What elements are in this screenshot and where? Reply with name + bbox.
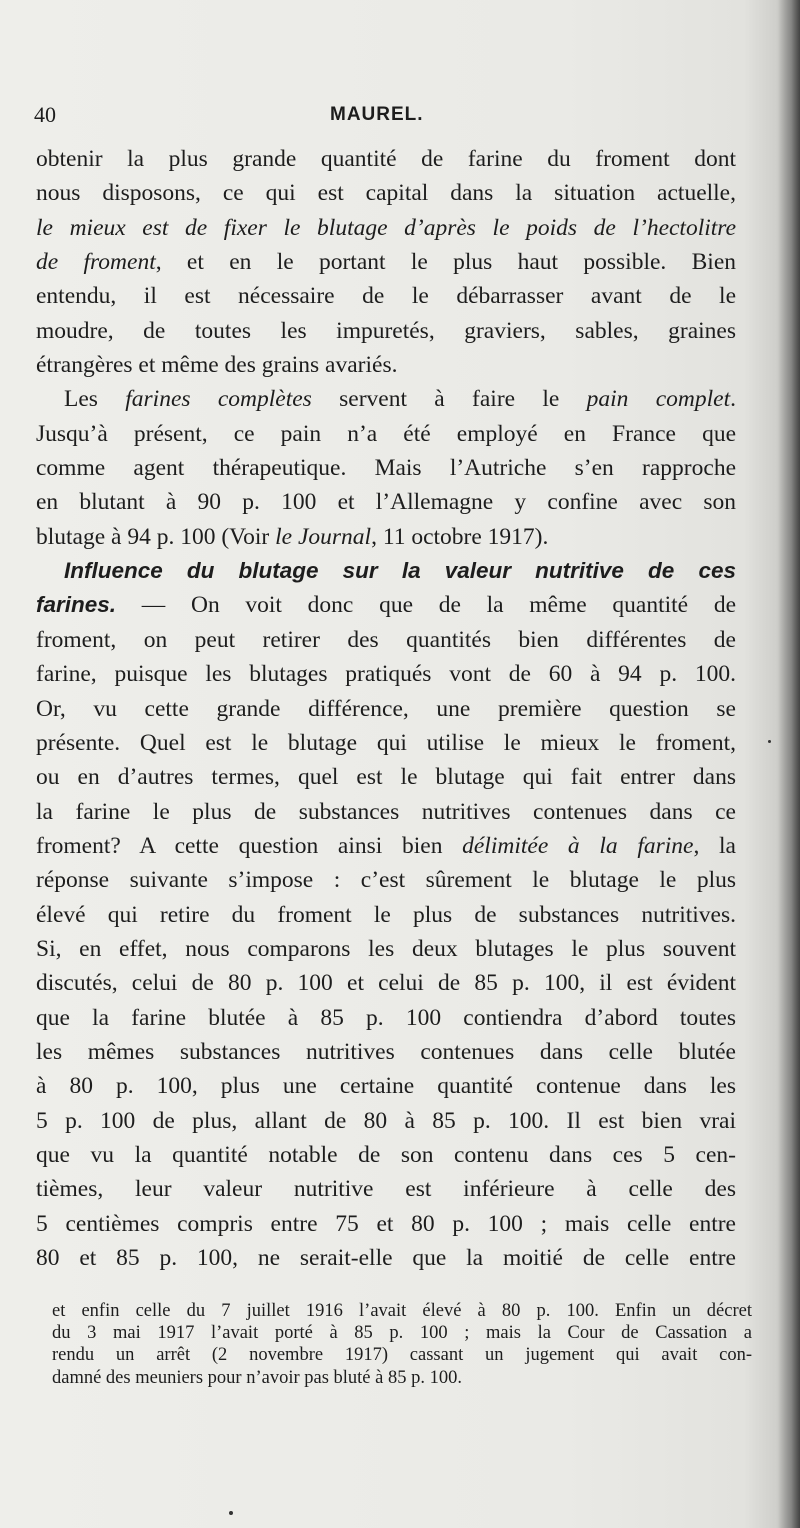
text-line: 80 et 85 p. 100, ne serait-elle que la moitié de celle entre [36, 1245, 736, 1271]
section-heading-run: farines. [36, 592, 117, 618]
text-run: , la [693, 832, 736, 859]
text-line [36, 245, 736, 279]
print-speck [768, 740, 771, 743]
text-run: — On voit donc que de la même quantité de [116, 592, 736, 619]
text-line: discutés, celui de 80 p. 100 et celui de 85 p. 100, il est évident [36, 970, 736, 997]
text-line: élevé qui retire du froment le plus de substances nutritives. [36, 901, 736, 928]
page-header [34, 100, 734, 130]
text-line: 5 centièmes compris entre 75 et 80 p. 100 ; mais celle entre [36, 1210, 736, 1237]
italic-run: de froment [36, 249, 156, 276]
print-speck [229, 1511, 233, 1515]
footnote-line: et enfin celle du 7 juillet 1916 l’avait élevé à 80 p. 100. Enfin un décret [52, 1301, 752, 1321]
text-line: moudre, de toutes les impuretés, graviers, sables, graines [36, 317, 736, 344]
footnote-line: rendu un arrêt (2 novembre 1917) cassant un jugement qui avait con- [52, 1345, 752, 1366]
text-line [36, 211, 736, 245]
italic-run: farines complètes [125, 386, 312, 413]
text-line: que vu la quantité notable de son contenu dans ces 5 cen- [36, 1141, 736, 1168]
text-line: tièmes, leur valeur nutritive est inférieure à celle des [36, 1176, 736, 1203]
text-line: présente. Quel est le blutage qui utilise le mieux le froment, [36, 729, 736, 756]
text-line: réponse suivante s’impose : c’est sûrement le blutage le plus [36, 867, 736, 894]
text-line: la farine le plus de substances nutritives contenues dans ce [36, 798, 736, 825]
italic-run: pain complet [586, 386, 731, 413]
footnote-line: damné des meuniers pour n’avoir pas bluté à 85 p. 100. [52, 1367, 462, 1388]
text-run: , et en le portant le plus haut possible. Bien [155, 249, 736, 276]
footnote-block [52, 1300, 752, 1389]
text-line [36, 829, 736, 863]
text-run: . [730, 386, 737, 413]
text-line [36, 382, 736, 416]
text-line [36, 554, 736, 588]
italic-run: le Journal [275, 523, 372, 550]
text-line: 5 p. 100 de plus, allant de 80 à 85 p. 100. Il est bien vrai [36, 1107, 736, 1134]
text-run: servent à faire le [311, 386, 587, 413]
text-line: étrangères et même des grains avariés. [36, 352, 398, 379]
text-line: entendu, il est nécessaire de le débarrasser avant de le [36, 283, 736, 310]
text-line [36, 520, 736, 554]
text-run: , 11 octobre 1917). [371, 523, 549, 550]
text-line: Or, vu cette grande différence, une première question se [36, 695, 736, 722]
section-heading-run: Influence du blutage sur la valeur nutritive de ces [64, 558, 736, 584]
text-line: en blutant à 90 p. 100 et l’Allemagne y confine avec son [36, 489, 736, 516]
footnote-line: du 3 mai 1917 l’avait porté à 85 p. 100 ; mais la Cour de Cassation a [52, 1323, 752, 1344]
page-number: 40 [34, 102, 56, 127]
text-line: Si, en effet, nous comparons les deux blutages le plus souvent [36, 935, 736, 962]
text-run: Les [64, 386, 126, 413]
text-line: froment, on peut retirer des quantités bien différentes de [36, 626, 736, 653]
text-run: blutage à 94 p. 100 (Voir [36, 523, 276, 550]
running-head: MAUREL. [330, 104, 424, 125]
text-line: farine, puisque les blutages pratiqués vont de 60 à 94 p. 100. [36, 661, 736, 688]
italic-run: délimitée à la farine [462, 832, 694, 859]
body-text [36, 142, 736, 1275]
text-line: Jusqu’à présent, ce pain n’a été employé en France que [36, 420, 736, 447]
page-gutter-shadow [778, 0, 800, 1528]
italic-run: le mieux est de fixer le blutage d’après le poids de l’hectolitre [36, 214, 736, 241]
text-line [36, 588, 736, 622]
text-line: ou en d’autres termes, quel est le blutage qui fait entrer dans [36, 764, 736, 791]
text-run: froment? A cette question ainsi bien [36, 832, 463, 859]
text-line: obtenir la plus grande quantité de farine du froment dont [36, 146, 736, 172]
text-line: les mêmes substances nutritives contenues dans celle blutée [36, 1038, 736, 1065]
text-line: que la farine blutée à 85 p. 100 contiendra d’abord toutes [36, 1004, 736, 1031]
text-line: nous disposons, ce qui est capital dans la situation actuelle, [36, 180, 736, 207]
text-line: à 80 p. 100, plus une certaine quantité contenue dans les [36, 1073, 736, 1100]
text-line: comme agent thérapeutique. Mais l’Autriche s’en rapproche [36, 455, 736, 482]
